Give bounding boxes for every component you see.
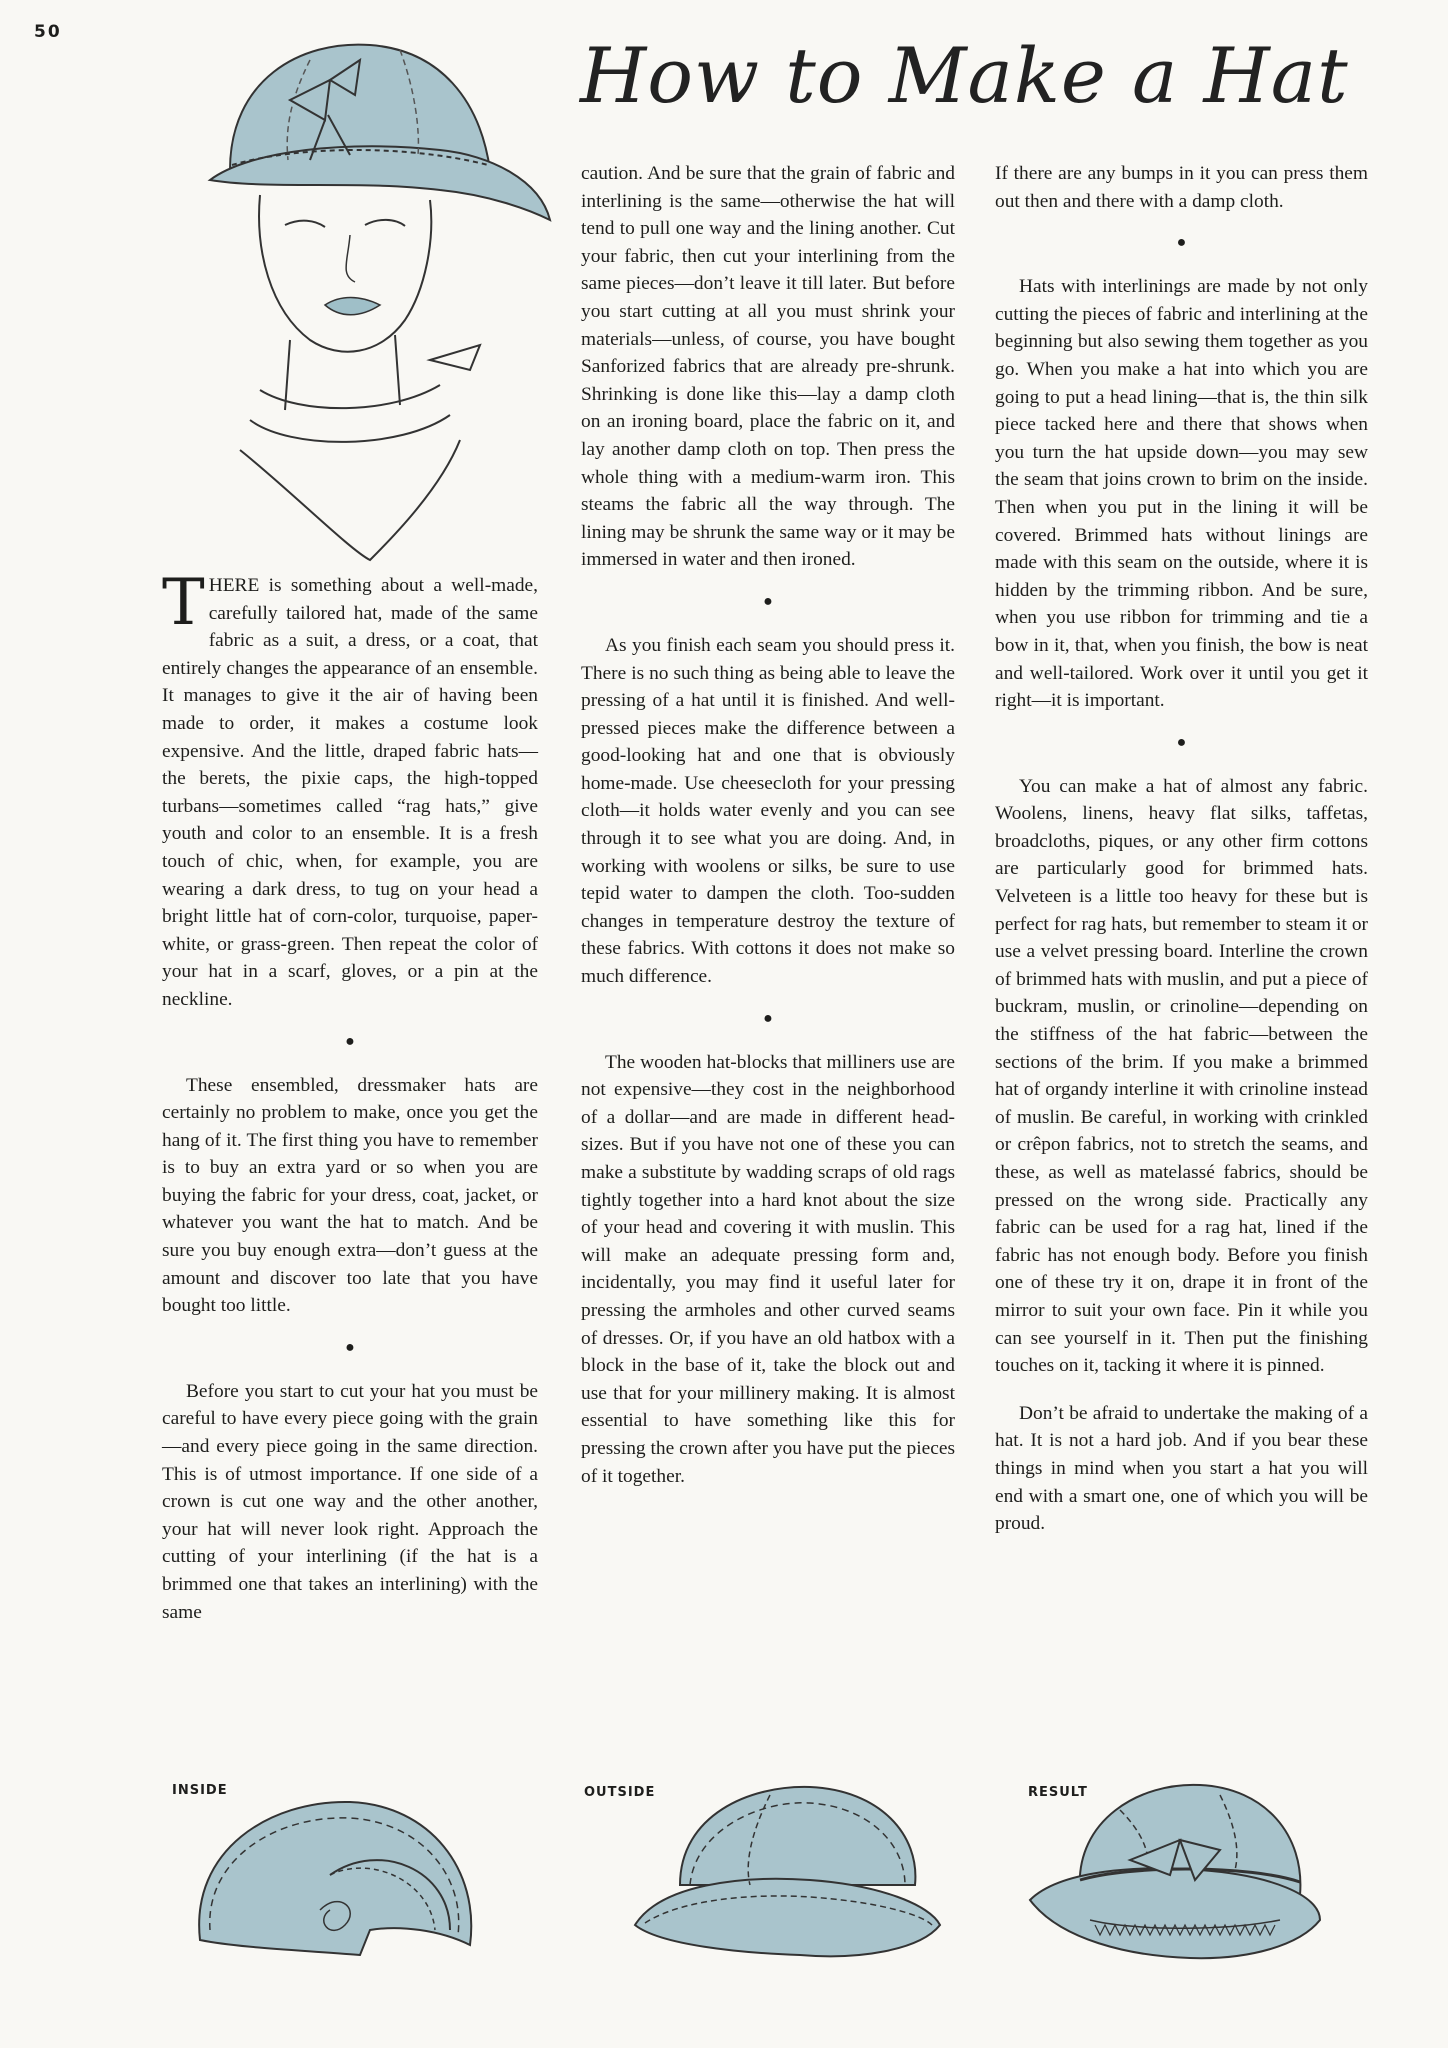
paragraph: caution. And be sure that the grain of fabric and interlining is the same—otherwise the hat will tend to pull one way and the lining another. Cut your fabric, then cut your interlining from the same pieces—don’t leave it till later. But before you start cutting at all you must shrink your materials—unless, of course, you have bought Sanforized fabrics that are already pre-shrunk. Shrinking is done like this—lay a damp cloth on an ironing board, place the fabric on it, and lay another damp cloth on top. Then press the whole thing with a medium-warm iron. This steams the fabric all the way through. The lining may be shrunk the same way or it may be immersed in water and then ironed. bbox=[581, 163, 955, 571]
page-title: How to Make a Hat bbox=[580, 31, 1349, 120]
section-bullet: ● bbox=[763, 592, 773, 610]
paragraph: The wooden hat-blocks that milliners use are not expensive—they cost in the neighborhood of a dollar—and are made in different head-sizes. But if you have not one of these you can make a substitute by wadding scraps of old rags tightly together into a hard knot about the size of your head and covering it with muslin. This will make an adequate pressing form and, incidentally, you may find it useful later for pressing the armholes and other curved seams of dresses. Or, if you have an old hatbox with a block in the base of it, take the block out and use that for your millinery making. It is almost essential to have something like this for pressing the crown after you have put the pieces of it together. bbox=[581, 1051, 955, 1487]
page-number: 50 bbox=[34, 22, 62, 42]
section-bullet: ● bbox=[1176, 733, 1187, 751]
paragraph: Don’t be afraid to undertake the making of a hat. It is not a hard job. And if you bear these things in mind when you start a hat you will end with a smart one, one of which you will be proud. bbox=[995, 1402, 1368, 1535]
paragraph: These ensembled, dressmaker hats are certainly no problem to make, once you get the hang of it. The first thing you have to remember is to buy an extra yard or so when you are buying the fabric for your dress, coat, jacket, or whatever you want the hat to match. And be sure you buy enough extra—don’t guess at the amount and discover too late that you have bought too little. bbox=[162, 1074, 538, 1317]
woman-with-hat-illustration bbox=[190, 20, 570, 580]
outside-label: OUTSIDE bbox=[584, 1785, 656, 1800]
section-bullet: ● bbox=[345, 1032, 355, 1050]
intro-paragraph bbox=[162, 566, 538, 1014]
paragraph: If there are any bumps in it you can press them out then and there with a damp cloth. bbox=[995, 163, 1368, 212]
paragraph: Before you start to cut your hat you must be careful to have every piece going with the grain—and every piece going in the same direction. This is of utmost importance. If one side of a crown is cut one way and the other another, your hat will never look right. Approach the cutting of your interlining (if the hat is a brimmed one that takes an interlining) with the same bbox=[162, 1380, 538, 1623]
paragraph: Hats with interlinings are made by not only cutting the pieces of fabric and interlining at the beginning but also sewing them together as you go. When you make a hat into which you are going to put a head lining—that is, the thin silk piece tacked here and there that shows when you turn the hat upside down—you may sew the seam that joins crown to brim on the inside. Then when you put in the lining it will be covered. Brimmed hats without linings are made with this seam on the outside, where it is hidden by the trimming ribbon. And be sure, when you use ribbon for trimming and tie a bow in it, that, when you finish, the bow is neat and well-tailored. Work over it until you get it right—it is important. bbox=[995, 276, 1368, 712]
drop-cap: T bbox=[162, 566, 205, 640]
intro-text: HERE is something about a well-made, carefully tailored hat, made of the same fabric as a suit, a dress, or a coat, that entirely changes the appearance of an ensemble. It manages to give it the air of having been made to order, it makes a costume look expensive. And the little, draped fabric hats—the berets, the pixie caps, the high-topped turbans—sometimes called “rag hats,” give youth and color to an ensemble. It is a fresh touch of chic, when, for example, you are wearing a dark dress, to tug on your head a bright little hat of corn-color, turquoise, paper-white, or grass-green. Then repeat the color of your hat in a scarf, gloves, or a pin at the neckline. bbox=[162, 575, 538, 1010]
column-1 bbox=[162, 566, 538, 1646]
section-bullet: ● bbox=[763, 1009, 773, 1027]
inside-hat-figure bbox=[180, 1780, 490, 1970]
paragraph: As you finish each seam you should press it. There is no such thing as being able to leave the pressing of a hat until it is finished. And well-pressed pieces make the difference between a good-looking hat and one that is obviously home-made. Use cheesecloth for your pressing cloth—it holds water evenly and you can see through it to see what you are doing. And, in working with woolens or silks, be sure to use tepid water to dampen the cloth. Too-sudden changes in temperature destroy the texture of these fabrics. With cottons it does not make so much difference. bbox=[581, 634, 955, 988]
paragraph: You can make a hat of almost any fabric. Woolens, linens, heavy flat silks, taffetas, broadcloths, piques, or any other firm cottons are particularly good for brimmed hats. Velveteen is a little too heavy for these but is perfect for rag hats, but remember to steam it or use a velvet pressing board. Interline the crown of brimmed hats with muslin, and put a piece of buckram, muslin, or crinoline—depending on the stiffness of the hat fabric—between the sections of the brim. If you make a brimmed hat of organdy interline it with crinoline instead of muslin. Be careful, in working with crinkled or crêpon fabrics, not to stretch the seams, and these, as well as matelassé fabrics, should be pressed on the wrong side. Practically any fabric can be used for a rag hat, lined if the fabric has not enough body. Before you finish one of these try it on, drape it in front of the mirror to suit your own face. Pin it while you can see yourself in it. Then put the finishing touches on it, tacking it where it is pinned. bbox=[995, 775, 1368, 1377]
inside-label: INSIDE bbox=[172, 1783, 228, 1798]
column-2 bbox=[581, 160, 955, 1510]
result-label: RESULT bbox=[1028, 1785, 1088, 1800]
section-bullet: ● bbox=[1176, 234, 1187, 252]
result-hat-figure bbox=[1020, 1770, 1330, 1970]
section-bullet: ● bbox=[345, 1338, 355, 1356]
outside-hat-figure bbox=[620, 1775, 950, 1965]
column-3 bbox=[995, 160, 1368, 1558]
